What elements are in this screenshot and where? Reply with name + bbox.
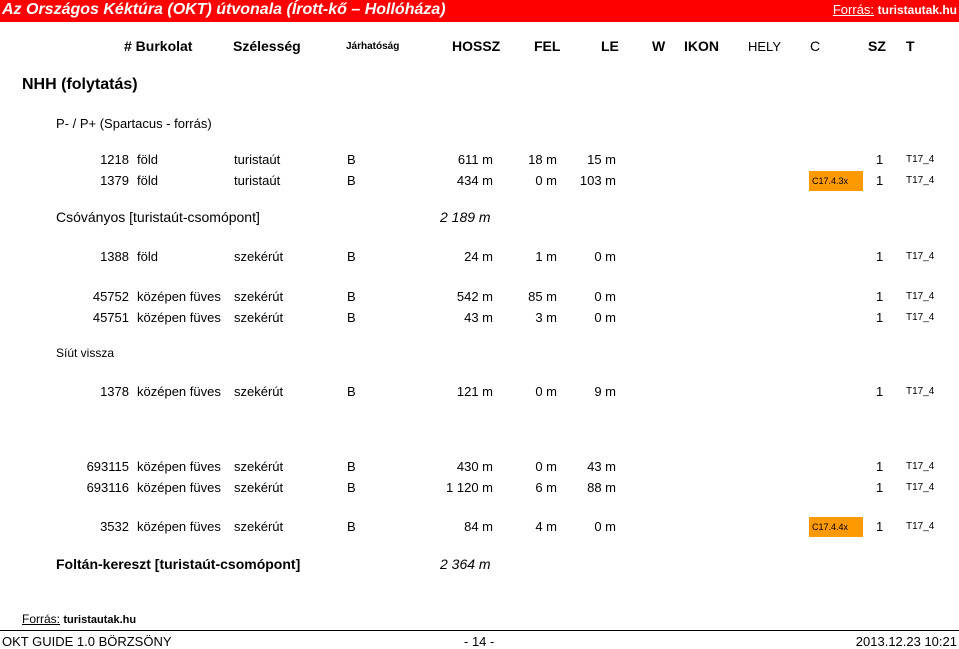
table-row xyxy=(0,310,959,328)
title-bar xyxy=(0,0,959,22)
segment-id: 1388 xyxy=(100,249,129,264)
footer-timestamp: 2013.12.23 10:21 xyxy=(855,634,957,649)
waypoint-foltan-distance: 2 364 m xyxy=(440,556,491,572)
col-w: W xyxy=(652,38,666,54)
up-cell: 85 m xyxy=(528,289,557,304)
table-row xyxy=(0,173,959,191)
surface-cell: föld xyxy=(137,173,158,188)
table-row xyxy=(0,519,959,537)
up-cell: 0 m xyxy=(535,384,557,399)
passability-cell: B xyxy=(347,384,356,399)
footer-page-number: - 14 - xyxy=(464,634,495,649)
table-row xyxy=(0,152,959,170)
up-cell: 0 m xyxy=(535,173,557,188)
footer-divider xyxy=(0,630,959,631)
col-width: Szélesség xyxy=(233,38,301,54)
col-up: FEL xyxy=(534,38,561,54)
t-cell: T17_4 xyxy=(906,386,935,397)
t-cell: T17_4 xyxy=(906,251,935,262)
width-cell: szekérút xyxy=(234,310,284,325)
surface-cell: középen füves xyxy=(137,459,221,474)
up-cell: 3 m xyxy=(535,310,557,325)
up-cell: 6 m xyxy=(535,480,557,495)
segment-id: 1378 xyxy=(100,384,129,399)
length-cell: 121 m xyxy=(456,384,493,399)
source-top xyxy=(833,2,957,17)
table-row xyxy=(0,249,959,267)
length-cell: 84 m xyxy=(464,519,493,534)
sz-cell: 1 xyxy=(876,152,884,167)
width-cell: szekérút xyxy=(234,519,284,534)
surface-cell: föld xyxy=(137,152,158,167)
route-subtitle: P- / P+ (Spartacus - forrás) xyxy=(56,116,212,131)
up-cell: 4 m xyxy=(535,519,557,534)
width-cell: szekérút xyxy=(234,384,284,399)
down-cell: 0 m xyxy=(594,249,616,264)
sz-cell: 1 xyxy=(876,459,884,474)
sz-cell: 1 xyxy=(876,384,884,399)
source-top-value: turistautak.hu xyxy=(877,3,957,17)
sz-cell: 1 xyxy=(876,310,884,325)
col-c: C xyxy=(810,38,821,54)
passability-cell: B xyxy=(347,249,356,264)
surface-cell: középen füves xyxy=(137,480,221,495)
up-cell: 0 m xyxy=(535,459,557,474)
length-cell: 434 m xyxy=(456,173,493,188)
width-cell: turistaút xyxy=(234,152,281,167)
col-sz: SZ xyxy=(868,38,886,54)
length-cell: 43 m xyxy=(464,310,493,325)
col-length: HOSSZ xyxy=(452,38,501,54)
footer-guide: OKT GUIDE 1.0 BÖRZSÖNY xyxy=(2,634,172,649)
length-cell: 542 m xyxy=(456,289,493,304)
waypoint-csovanyos-distance: 2 189 m xyxy=(440,209,491,225)
surface-cell: középen füves xyxy=(137,289,221,304)
length-cell: 1 120 m xyxy=(446,480,493,495)
segment-id: 45751 xyxy=(92,310,129,325)
down-cell: 0 m xyxy=(594,289,616,304)
down-cell: 88 m xyxy=(587,480,616,495)
passability-cell: B xyxy=(347,459,356,474)
t-cell: T17_4 xyxy=(906,175,935,186)
up-cell: 1 m xyxy=(535,249,557,264)
waypoint-foltan: Foltán-kereszt [turistaút-csomópont] xyxy=(56,556,301,572)
waypoint-csovanyos: Csóványos [turistaút-csomópont] xyxy=(56,209,260,225)
length-cell: 24 m xyxy=(464,249,493,264)
col-down: LE xyxy=(601,38,619,54)
down-cell: 0 m xyxy=(594,310,616,325)
width-cell: szekérút xyxy=(234,289,284,304)
col-t: T xyxy=(906,38,915,54)
sz-cell: 1 xyxy=(876,519,884,534)
t-cell: T17_4 xyxy=(906,461,935,472)
passability-cell: B xyxy=(347,310,356,325)
note-siut: Síút vissza xyxy=(56,346,115,360)
down-cell: 43 m xyxy=(587,459,616,474)
segment-id: 1218 xyxy=(100,152,129,167)
segment-id: 1379 xyxy=(100,173,129,188)
section-title: NHH (folytatás) xyxy=(22,76,138,93)
t-cell: T17_4 xyxy=(906,291,935,302)
table-row xyxy=(0,459,959,477)
col-num-surface: # Burkolat xyxy=(124,38,193,54)
col-passability: Járhatóság xyxy=(346,41,400,52)
document-title: Az Országos Kéktúra (OKT) útvonala (Írott-kő – Hollóháza) xyxy=(2,1,446,18)
sz-cell: 1 xyxy=(876,480,884,495)
passability-cell: B xyxy=(347,173,356,188)
sz-cell: 1 xyxy=(876,289,884,304)
up-cell: 18 m xyxy=(528,152,557,167)
width-cell: szekérút xyxy=(234,480,284,495)
sz-cell: 1 xyxy=(876,173,884,188)
t-cell: T17_4 xyxy=(906,154,935,165)
surface-cell: föld xyxy=(137,249,158,264)
segment-id: 45752 xyxy=(92,289,129,304)
surface-cell: középen füves xyxy=(137,519,221,534)
passability-cell: B xyxy=(347,480,356,495)
t-cell: T17_4 xyxy=(906,521,935,532)
segment-id: 3532 xyxy=(100,519,129,534)
col-icon: IKON xyxy=(684,38,719,54)
c-code-cell: C17.4.3x xyxy=(809,171,863,191)
passability-cell: B xyxy=(347,289,356,304)
down-cell: 103 m xyxy=(579,173,616,188)
col-place: HELY xyxy=(748,39,781,54)
footer-source-label[interactable]: Forrás: xyxy=(22,612,61,626)
segment-id: 693116 xyxy=(86,480,129,495)
footer-source xyxy=(22,612,136,626)
table-row xyxy=(0,289,959,307)
t-cell: T17_4 xyxy=(906,312,935,323)
table-row xyxy=(0,384,959,402)
footer-source-value: turistautak.hu xyxy=(63,614,137,626)
width-cell: szekérút xyxy=(234,249,284,264)
sz-cell: 1 xyxy=(876,249,884,264)
source-top-label[interactable]: Forrás: xyxy=(832,2,875,17)
length-cell: 430 m xyxy=(456,459,493,474)
surface-cell: középen füves xyxy=(137,384,221,399)
passability-cell: B xyxy=(347,152,356,167)
down-cell: 0 m xyxy=(594,519,616,534)
c-code-cell: C17.4.4x xyxy=(809,517,863,537)
t-cell: T17_4 xyxy=(906,482,935,493)
width-cell: turistaút xyxy=(234,173,281,188)
width-cell: szekérút xyxy=(234,459,284,474)
table-row xyxy=(0,480,959,498)
surface-cell: középen füves xyxy=(137,310,221,325)
down-cell: 15 m xyxy=(587,152,616,167)
passability-cell: B xyxy=(347,519,356,534)
down-cell: 9 m xyxy=(594,384,616,399)
length-cell: 611 m xyxy=(457,152,493,167)
segment-id: 693115 xyxy=(86,459,129,474)
